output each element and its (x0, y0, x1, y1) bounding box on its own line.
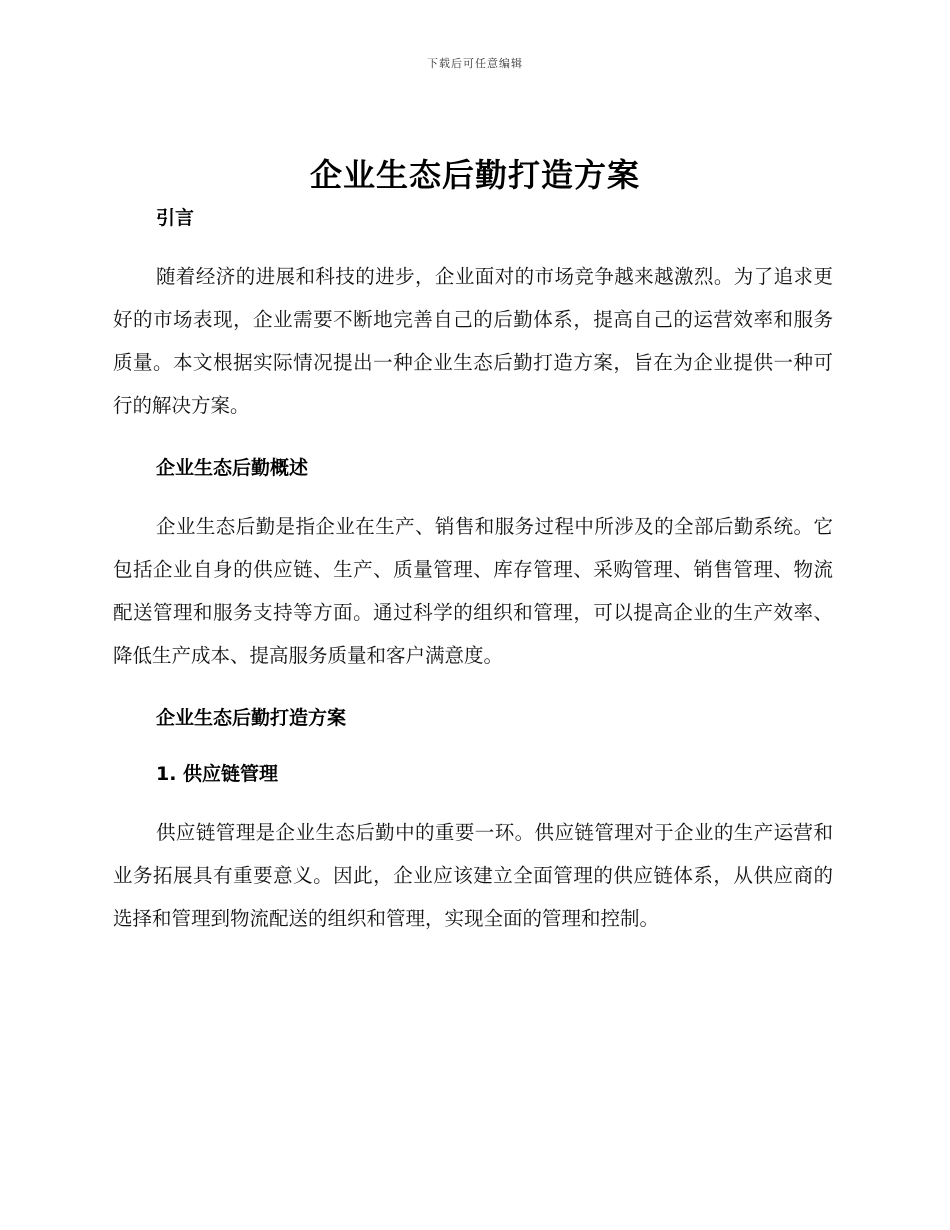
document-title: 企业生态后勤打造方案 (309, 156, 640, 194)
document-body (113, 203, 833, 940)
section-heading-intro: 引言 (156, 207, 195, 229)
section-paragraph-overview: 企业生态后勤是指企业在生产、销售和服务过程中所涉及的全部后勤系统。它包括企业自身的供应链、生产、质量管理、库存管理、采购管理、销售管理、物流配送管理和服务支持等方面。通过科学的组织和管理，可以提高企业的生产效率、降低生产成本、提高服务质量和客户满意度。 (113, 515, 833, 667)
section-heading-overview: 企业生态后勤概述 (156, 457, 309, 479)
subsection-paragraph-supply-chain: 供应链管理是企业生态后勤中的重要一环。供应链管理对于企业的生产运营和业务拓展具有重要意义。因此，企业应该建立全面管理的供应链体系，从供应商的选择和管理到物流配送的组织和管理，实现全面的管理和控制。 (113, 821, 833, 930)
section-heading-plan: 企业生态后勤打造方案 (156, 707, 347, 729)
header-note: 下载后可任意编辑 (427, 57, 523, 70)
subsection-heading-supply-chain: 1. 供应链管理 (156, 763, 279, 785)
section-paragraph-intro: 随着经济的进展和科技的进步，企业面对的市场竞争越来越激烈。为了追求更好的市场表现，企业需要不断地完善自己的后勤体系，提高自己的运营效率和服务质量。本文根据实际情况提出一种企业生态后勤打造方案，旨在为企业提供一种可行的解决方案。 (113, 265, 833, 417)
